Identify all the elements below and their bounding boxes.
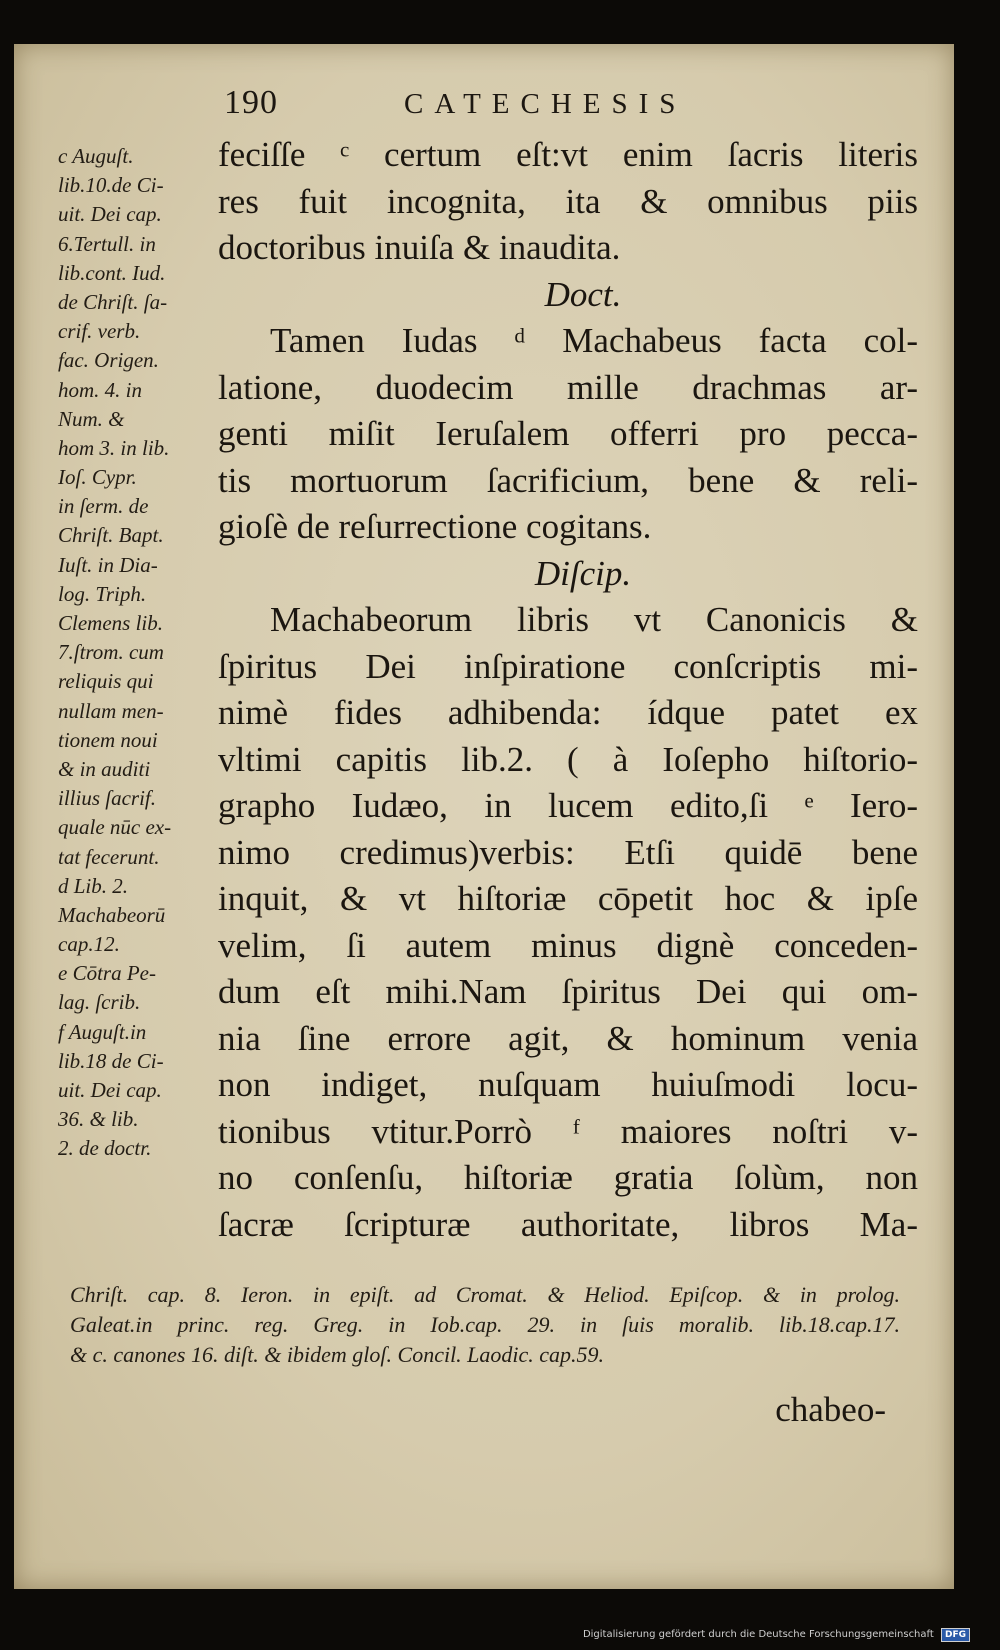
footnote-line: Chriſt. cap. 8. Ieron. in epiſt. ad Cromat. & Heliod. Epiſcop. & in prolog. [70, 1282, 900, 1307]
marginal-note-line: 7.ſtrom. cum [58, 640, 164, 665]
marginal-note-line: 6.Tertull. in [58, 231, 156, 256]
marginal-note-line: uit. Dei cap. [58, 1078, 162, 1102]
marginal-notes [58, 142, 240, 1164]
marginal-note-line: de Chriſt. ſa- [58, 289, 168, 314]
text-line: non indiget, nuſquam huiuſmodi locu- [218, 1065, 918, 1104]
marginal-note-line: c Auguſt. [58, 144, 134, 168]
text-line: inquit, & vt hiſtoriæ cōpetit hoc & ipſe [218, 879, 918, 918]
marginal-note-line: lib.cont. Iud. [58, 260, 166, 285]
text-line: ſacræ ſcripturæ authoritate, libros Ma- [218, 1204, 918, 1244]
footnote-line: Galeat.in princ. reg. Greg. in Iob.cap. 29. in ſuis moralib. lib.18.cap.17. [70, 1312, 900, 1337]
text-line: nimo credimus)verbis: Etſi quidē bene [218, 832, 918, 872]
footnotes [70, 1280, 900, 1370]
marginal-note-line: fac. Origen. [58, 348, 159, 373]
marginal-note-line: Chriſt. Bapt. [58, 523, 164, 548]
marginal-note-line: nullam men- [58, 698, 164, 723]
text-line: vltimi capitis lib.2. ( à Ioſepho hiſtorio- [218, 739, 918, 779]
book-page [14, 44, 954, 1589]
marginal-note-line: Ioſ. Cypr. [58, 465, 137, 490]
marginal-note-line: Clemens lib. [58, 611, 163, 635]
text-line: velim, ſi autem minus dignè conceden- [218, 925, 918, 965]
text-line: doctoribus inuiſa & inaudita. [218, 228, 621, 267]
marginal-note-line: f Auguſt.in [58, 1019, 147, 1044]
marginal-note-line: in ſerm. de [58, 494, 149, 519]
marginal-note-line: e Cōtra Pe- [58, 961, 156, 986]
dfg-logo: DFG [941, 1628, 970, 1642]
page-header [14, 84, 954, 134]
marginal-note-line: hom 3. in lib. [58, 435, 170, 460]
marginal-note-line: 36. & lib. [58, 1107, 139, 1132]
marginal-note-line: hom. 4. in [58, 377, 142, 402]
marginal-note-line: d Lib. 2. [58, 873, 129, 898]
marginal-note-line: reliquis qui [58, 669, 154, 694]
text-line: tis mortuorum ſacrificium, bene & reli- [218, 460, 918, 500]
marginal-note-line: lib.18 de Ci- [58, 1048, 164, 1073]
marginal-note-line: log. Triph. [58, 581, 147, 606]
text-line: no conſenſu, hiſtoriæ gratia ſolùm, non [218, 1158, 918, 1197]
main-text-block [218, 132, 918, 1248]
text-line: gioſè de reſurrectione cogitans. [218, 507, 652, 546]
text-line: latione, duodecim mille drachmas ar- [218, 367, 918, 407]
text-line: nimè fides adhibenda: ídque patet ex [218, 693, 918, 732]
marginal-note-line: lib.10.de Ci- [58, 173, 164, 198]
marginal-note-line: tionem noui [58, 727, 158, 752]
text-line: res fuit incognita, ita & omnibus piis [218, 181, 918, 221]
marginal-note-line: Num. & [58, 406, 125, 431]
marginal-note-line: Iuſt. in Dia- [58, 552, 158, 577]
credit-text: Digitalisierung gefördert durch die Deutsche Forschungsgemeinschaft [582, 1629, 934, 1640]
marginal-note-line: & in auditi [58, 756, 151, 781]
marginal-note-line: Machabeorū [58, 902, 166, 927]
marginal-note-line: uit. Dei cap. [58, 202, 162, 227]
text-line: dum eſt mihi.Nam ſpiritus Dei qui om- [218, 972, 918, 1011]
text-line: ſpiritus Dei inſpiratione conſcriptis mi- [218, 646, 918, 686]
text-line: tionibus vtitur.Porrò ᶠ maiores noſtri v- [218, 1111, 918, 1151]
footnote-line: & c. canones 16. diſt. & ibidem gloſ. Concil. Laodic. cap.59. [70, 1342, 605, 1367]
marginal-note-line: lag. ſcrib. [58, 990, 141, 1015]
digitization-credit [583, 1628, 970, 1642]
running-head: CATECHESIS [404, 88, 687, 120]
marginal-note-line: quale nūc ex- [58, 815, 172, 840]
text-line: genti miſit Ieruſalem offerri pro pecca- [218, 414, 918, 453]
text-line: grapho Iudæo, in lucem edito,ſi ᵉ Iero- [218, 786, 918, 825]
catchword: chabeo- [775, 1390, 886, 1429]
speaker-heading: Doct. [544, 274, 622, 314]
text-line: Machabeorum libris vt Canonicis & [270, 600, 918, 639]
marginal-note-line: cap.12. [58, 932, 120, 957]
marginal-note-line: crif. verb. [58, 319, 141, 344]
text-line: nia ſine errore agit, & hominum venia [218, 1018, 918, 1058]
text-line: feciſſe ᶜ certum eſt:vt enim ſacris literis [218, 135, 918, 174]
marginal-note-line: illius ſacrif. [58, 786, 157, 811]
page-number: 190 [224, 84, 278, 121]
marginal-note-line: tat fecerunt. [58, 844, 160, 869]
marginal-note-line: 2. de doctr. [58, 1136, 152, 1161]
speaker-heading: Diſcip. [534, 553, 632, 593]
text-line: Tamen Iudas ᵈ Machabeus facta col- [270, 321, 918, 360]
